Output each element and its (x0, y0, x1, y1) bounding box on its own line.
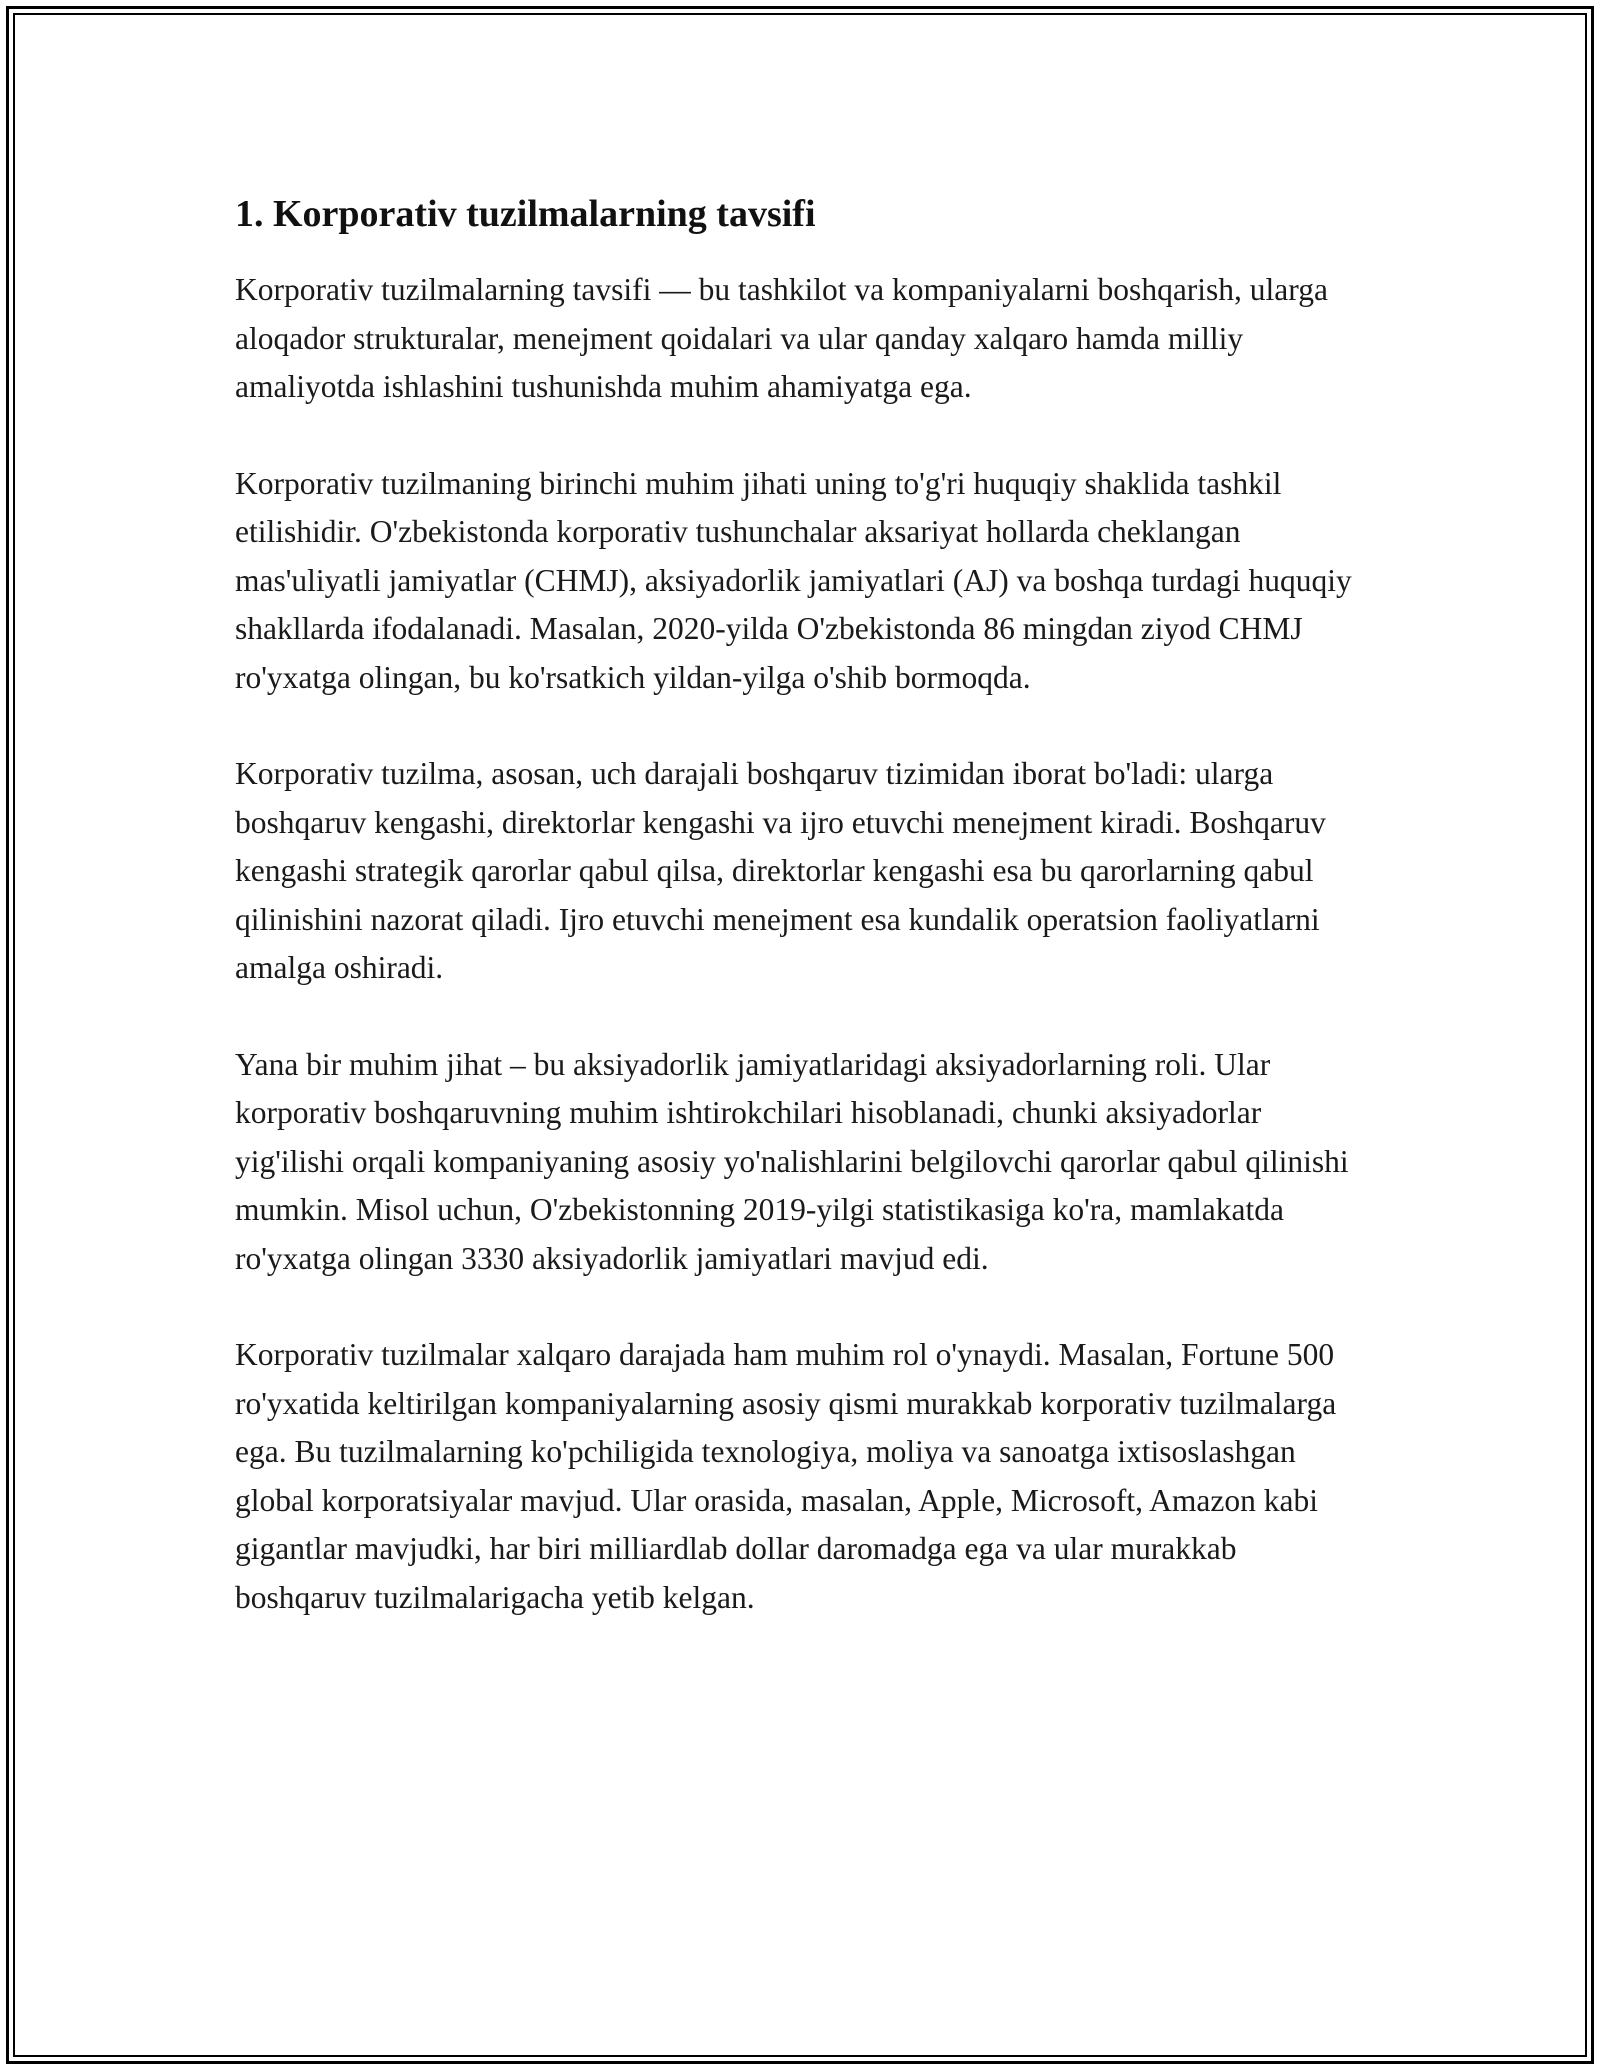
paragraph-legal-forms: Korporativ tuzilmaning birinchi muhim jihati uning to'g'ri huquqiy shaklida tashkil etilishidir. O'zbekistonda korporativ tushunchalar aksariyat hollarda cheklangan mas'uliyatli jamiyatlar (CHMJ), aksiyadorlik jamiyatlari (AJ) va boshqa turdagi huquqiy shakllarda ifodalanadi. Masalan, 2020-yilda O'zbekistonda 86 mingdan ziyod CHMJ ro'yxatga olingan, bu ko'rsatkich yildan-yilga o'shib bormoqda. (235, 465, 1352, 695)
document-body (235, 188, 1375, 1670)
paragraph-governance-levels: Korporativ tuzilma, asosan, uch darajali boshqaruv tizimidan iborat bo'ladi: ularga boshqaruv kengashi, direktorlar kengashi va ijro etuvchi menejment kiradi. Boshqaruv kengashi strategik qarorlar qabul qilsa, direktorlar kengashi esa bu qarorlarning qabul qilinishini nazorat qiladi. Ijro etuvchi menejment esa kundalik operatsion faoliyatlarni amalga oshiradi. (235, 756, 1326, 985)
paragraph-intro: Korporativ tuzilmalarning tavsifi — bu tashkilot va kompaniyalarni boshqarish, ularga aloqador strukturalar, menejment qoidalari va ular qanday xalqaro hamda milliy amaliyotda ishlashini tushunishda muhim ahamiyatga ega. (235, 272, 1328, 404)
section-title: 1. Korporativ tuzilmalarning tavsifi (235, 193, 816, 235)
paragraph-international: Korporativ tuzilmalar xalqaro darajada ham muhim rol o'ynaydi. Masalan, Fortune 500 ro'yxatida keltirilgan kompaniyalarning asosiy qismi murakkab korporativ tuzilmalarga ega. Bu tuzilmalarning ko'pchiligida texnologiya, moliya va sanoatga ixtisoslashgan global korporatsiyalar mavjud. Ular orasida, masalan, Apple, Microsoft, Amazon kabi gigantlar mavjudki, har biri milliardlab dollar daromadga ega va ular murakkab boshqaruv tuzilmalarigacha yetib kelgan. (235, 1337, 1337, 1615)
paragraph-shareholders: Yana bir muhim jihat – bu aksiyadorlik jamiyatlaridagi aksiyadorlarning roli. Ular korporativ boshqaruvning muhim ishtirokchilari hisoblanadi, chunki aksiyadorlar yig'ilishi orqali kompaniyaning asosiy yo'nalishlarini belgilovchi qarorlar qabul qilinishi mumkin. Misol uchun, O'zbekistonning 2019-yilgi statistikasiga ko'ra, mamlakatda ro'yxatga olingan 3330 aksiyadorlik jamiyatlari mavjud edi. (235, 1046, 1349, 1276)
